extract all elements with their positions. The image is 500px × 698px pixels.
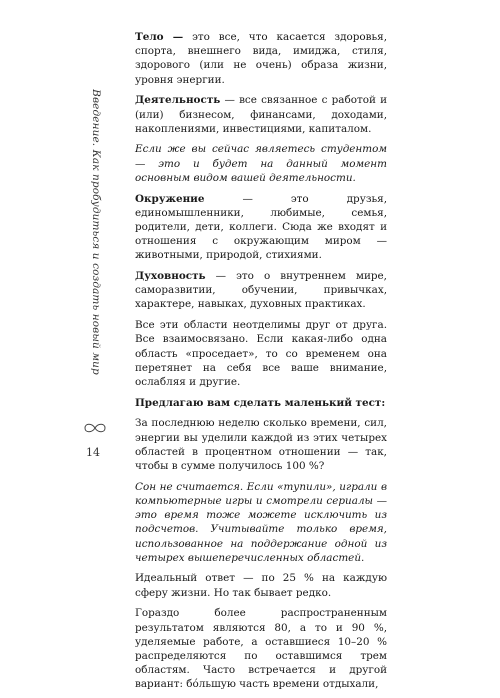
paragraph-test-question: За последнюю неделю сколько времени, сил, энергии вы уделили каждой из этих четырех областей в процентном отношении — так, чтобы в сумме получилось 100 %? xyxy=(135,417,387,472)
paragraph-interconnected: Все эти области неотделимы друг от друга. Все взаимосвязано. Если какая-либо одна область «проседает», то со временем она перетянет на себя все ваше внимание, ослабляя и другие. xyxy=(135,319,387,388)
page-number: 14 xyxy=(86,446,100,459)
paragraph-spirituality: Духовность — это о внутреннем мире, саморазвитии, обучении, привычках, характере, навыках, духовных практиках. xyxy=(135,270,387,311)
paragraph-body: Тело — это все, что касается здоровья, спорта, внешнего вида, имиджа, стиля, здорового (или не очень) образа жизни, уровня энергии. xyxy=(135,31,388,86)
paragraph-activity: Деятельность — все связанное с работой и (или) бизнесом, финансами, доходами, накоплениями, инвестициями, капиталом. xyxy=(135,94,387,135)
paragraph-test-note: Сон не считается. Если «тупили», играли в компьютерные игры и смотрели сериалы — это время тоже можете исключить из подсчетов. Учитывайте только время, использованное на поддержание одной из четырех вышеперечисленных областей. xyxy=(135,480,387,564)
ornament-icon xyxy=(82,421,108,435)
paragraph-ideal-answer: Идеальный ответ — по 25 % на каждую сферу жизни. Но так бывает редко. xyxy=(135,572,387,599)
paragraph-common-result: Гораздо более распространенным результатом являются 80, а то и 90 %, уделяемые работе, а оставшиеся 10–20 % распределяются по оставшимся трем областям. Часто встречается и другой вариант: бóльшую часть времени отдыхали, xyxy=(135,607,387,691)
paragraph-student-note: Если же вы сейчас являетесь студентом — это и будет на данный момент основным видом вашей деятельности. xyxy=(135,143,387,184)
running-head-text: Введение. Как пробудиться и создать новый мир xyxy=(90,89,102,375)
running-head xyxy=(88,22,104,442)
paragraph-environment: Окружение — это друзья, единомышленники, любимые, семья, родители, дети, коллеги. Сюда же входят и отношения с окружающим миром — животными, природой, стихиями. xyxy=(135,192,387,262)
paragraph-test-heading: Предлагаю вам сделать маленький тест: xyxy=(135,396,386,409)
body-text xyxy=(135,30,387,698)
